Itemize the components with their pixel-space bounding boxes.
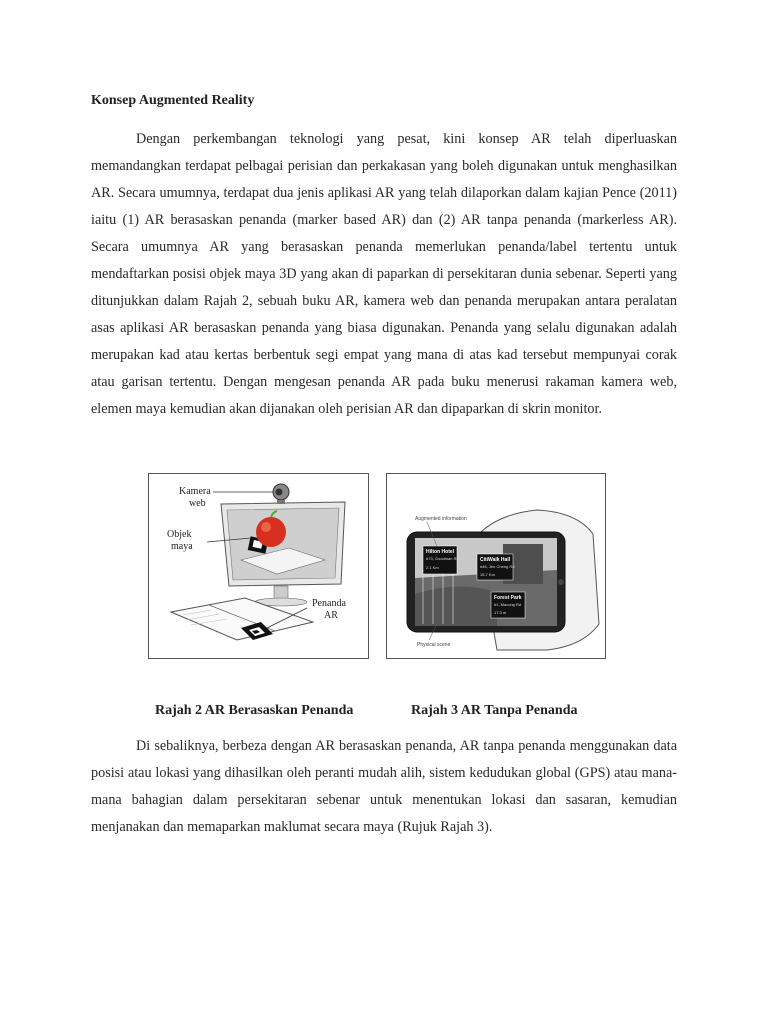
poi-forestpark-tag	[491, 592, 525, 618]
poi2-dist: 15.7 Km	[480, 572, 495, 577]
figure-marker-based-ar	[148, 473, 369, 659]
poi1-sub: #73, Goodman Rd	[426, 556, 459, 561]
poi3-title: Forest Park	[494, 595, 522, 601]
label-object: Objek	[167, 529, 192, 540]
paragraph-markerless: Di sebaliknya, berbeza dengan AR berasaskan penanda, AR tanpa penanda menggunakan data posisi atau lokasi yang dihasilkan oleh peranti mudah alih, sistem kedudukan global (GPS) atau mana-mana bahagian dalam persekitaran sebenar untuk menentukan lokasi dan sasaran, kemudian menjanakan dan memaparkan maklumat secara maya (Rujuk Rajah 3).	[91, 738, 677, 835]
poi3-sub: #1, Macong Rd	[494, 602, 522, 607]
caption-figure-2: Rajah 2 AR Berasaskan Penanda	[155, 703, 354, 718]
label-augmented-info: Augmented information	[415, 516, 467, 522]
caption-figure-3: Rajah 3 AR Tanpa Penanda	[411, 703, 578, 718]
paragraph-intro: Dengan perkembangan teknologi yang pesat, kini konsep AR telah diperluaskan memandangkan terdapat pelbagai perisian dan perkakasan yang boleh digunakan untuk menghasilkan AR. Secara umumnya, terdapat dua jenis aplikasi AR yang telah dilaporkan dalam kajian Pence (2011) iaitu (1) AR berasaskan penanda (marker based AR) dan (2) AR tanpa penanda (markerless AR). Secara umumnya AR yang berasaskan penanda memerlukan penanda/label tertentu untuk mendaftarkan posisi objek maya 3D yang akan di paparkan di persekitaran dunia sebenar. Seperti yang ditunjukkan dalam Rajah 2, sebuah buku AR, kamera web dan penanda merupakan antara peralatan asas aplikasi AR berasaskan penanda yang biasa digunakan. Penanda yang selalu digunakan adalah merupakan kad atau kertas berbentuk segi empat yang mana di atas kad tersebut mempunyai corak atau garisan tertentu. Dengan mengesan penanda AR pada buku menerusi rakaman kamera web, elemen maya kemudian akan dijanakan oleh perisian AR dan dipaparkan di skrin monitor.	[91, 131, 677, 417]
marker-ar-illustration	[149, 474, 368, 658]
webcam-icon	[273, 484, 289, 504]
label-physical-scene: Physical scene	[417, 642, 451, 648]
label-camera-2: web	[189, 498, 206, 509]
markerless-ar-illustration	[387, 474, 605, 658]
poi2-title: CitiWalk Hall	[480, 557, 511, 563]
label-marker: Penanda	[312, 598, 346, 609]
section-heading: Konsep Augmented Reality	[91, 93, 255, 108]
label-camera: Kamera	[179, 486, 211, 497]
poi1-dist: 2.1 Km	[426, 565, 439, 570]
poi-hilton-tag	[423, 546, 459, 574]
label-marker-2: AR	[324, 610, 338, 621]
poi2-sub: #46, Jee Cheng Rd	[480, 564, 515, 569]
figure-markerless-ar	[386, 473, 606, 659]
label-object-2: maya	[171, 541, 193, 552]
poi3-dist: 17.3 m	[494, 610, 507, 615]
poi1-title: Hilton Hotel	[426, 549, 455, 555]
poi-citiwalk-tag	[477, 554, 514, 580]
